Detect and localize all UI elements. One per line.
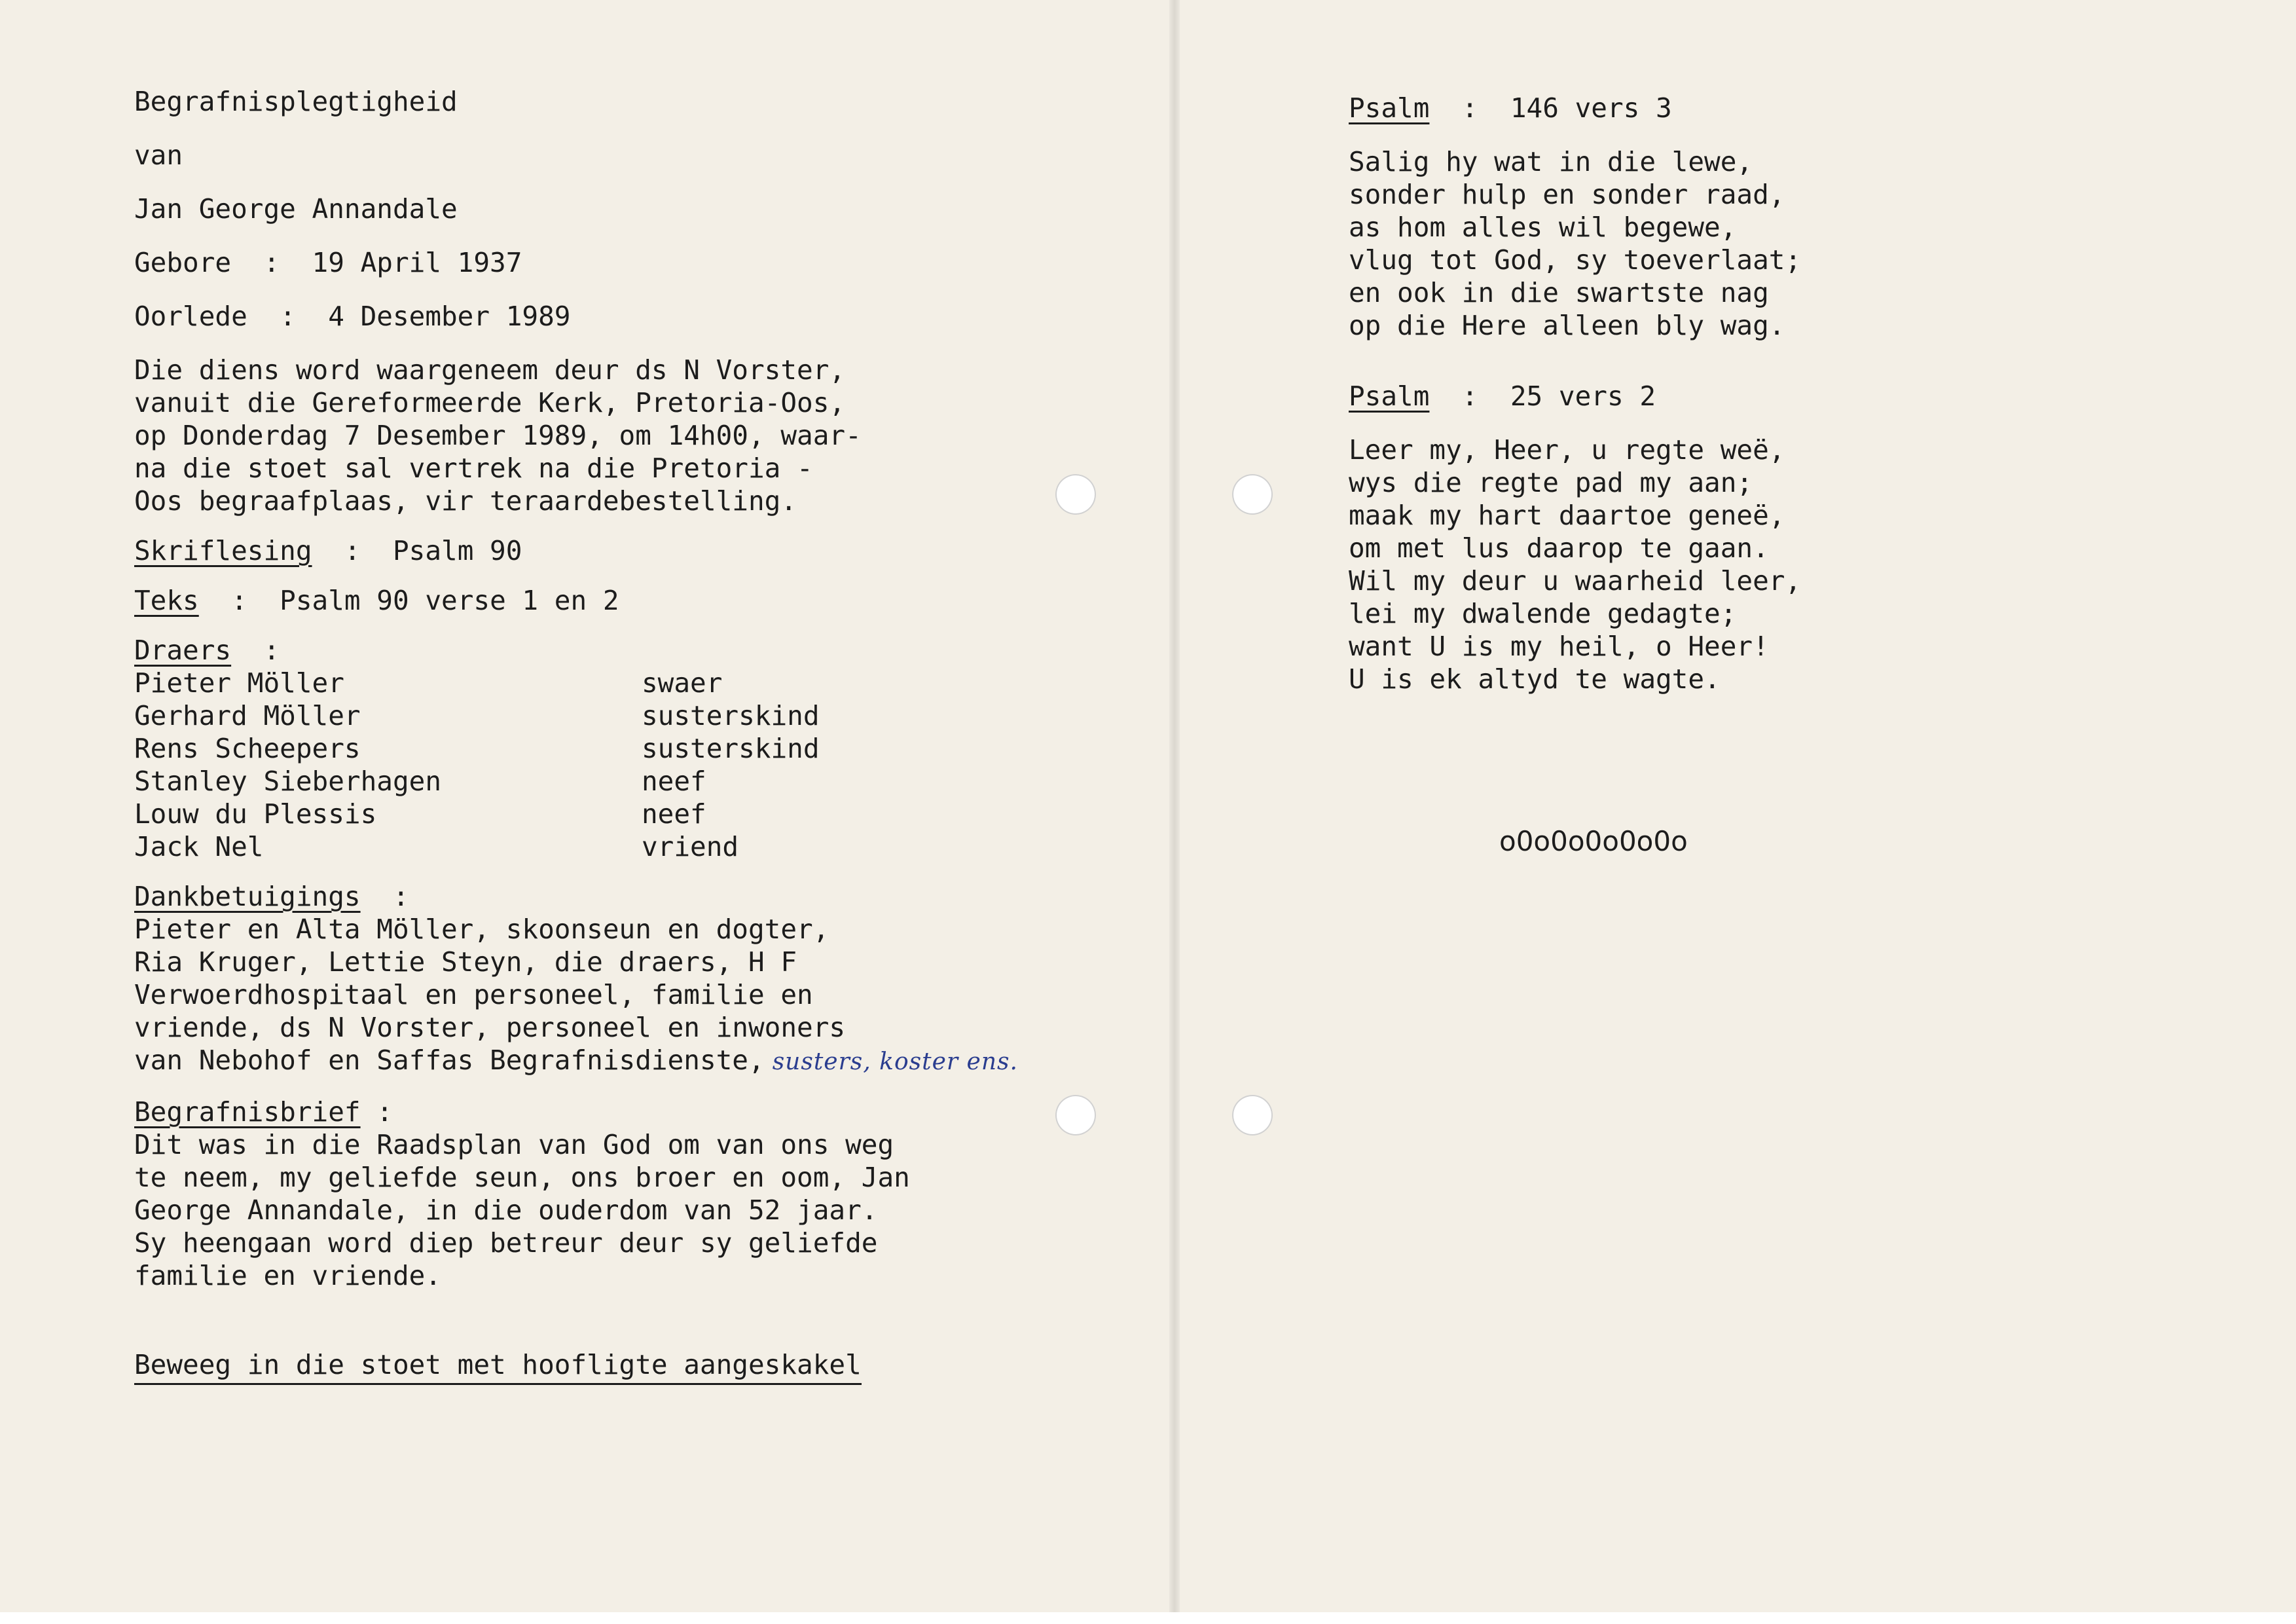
sermon-text-label: Teks [134,585,199,616]
psalm-146-ref: : 146 vers 3 [1429,92,1672,124]
punch-hole [1232,1095,1273,1135]
document-title: Begrafnisplegtigheid [134,86,458,117]
verse-line: Leer my, Heer, u regte weë, [1349,434,1785,466]
verse-line: vlug tot God, sy toeverlaat; [1349,244,1802,276]
verse-line: om met lus daarop te gaan. [1349,532,1769,564]
right-page [1349,92,2134,695]
service-paragraph [134,354,1116,517]
letter-line: George Annandale, in die ouderdom van 52 jaar. [134,1194,878,1226]
bottom-edge [0,1612,2296,1624]
service-line: Oos begraafplaas, vir teraardebestelling. [134,485,797,517]
letter-label: Begrafnisbrief [134,1096,361,1128]
verse-line: Wil my deur u waarheid leer, [1349,565,1802,597]
letter-heading [134,1096,1116,1128]
death-date: Oorlede : 4 Desember 1989 [134,301,571,332]
thanks-last-line: van Nebohof en Saffas Begrafnisdienste, [134,1044,765,1076]
psalm-146-label: Psalm [1349,92,1430,124]
thanks-line: vriende, ds N Vorster, personeel en inwoners [134,1012,846,1043]
verse-line: as hom alles wil begewe, [1349,212,1737,243]
thanks-heading [134,880,1116,913]
bearers-heading [134,634,1116,667]
letter-line: familie en vriende. [134,1260,441,1291]
scripture-reading [134,534,1116,567]
psalm-146-heading [1349,92,2134,124]
bearers-list [134,667,1116,863]
bearer-name: Gerhard Möller [134,700,361,731]
verse-line: lei my dwalende gedagte; [1349,598,1737,629]
letter-line: te neem, my geliefde seun, ons broer en oom, Jan [134,1162,910,1193]
bearer-name: Jack Nel [134,831,264,862]
thanks-line: Ria Kruger, Lettie Steyn, die draers, H F [134,946,797,978]
verse-line: U is ek altyd te wagte. [1349,663,1721,695]
bearers-colon: : [231,635,280,666]
service-line: na die stoet sal vertrek na die Pretoria - [134,452,813,484]
verse-line: op die Here alleen bly wag. [1349,310,1785,341]
verse-line: want U is my heil, o Heer! [1349,631,1769,662]
service-line: vanuit die Gereformeerde Kerk, Pretoria-Oos, [134,387,846,418]
bearer-name: Louw du Plessis [134,798,377,830]
thanks-label: Dankbetuigings [134,881,361,912]
center-fold [1169,0,1180,1624]
handwritten-note: susters, koster ens. [772,1048,1018,1075]
thanks-paragraph [134,913,1116,1079]
bearer-name: Pieter Möller [134,667,344,699]
psalm-25-label: Psalm [1349,380,1430,412]
verse-line: sonder hulp en sonder raad, [1349,179,1785,210]
bearer-relation: neef [642,798,706,830]
bearer-name: Rens Scheepers [134,733,361,764]
bearer-relation: susterskind [642,733,820,764]
letter-line: Sy heengaan word diep betreur deur sy geliefde [134,1227,878,1259]
thanks-line: Verwoerdhospitaal en personeel, familie en [134,979,813,1010]
birth-date: Gebore : 19 April 1937 [134,247,522,278]
bearer-relation: susterskind [642,700,820,731]
letter-paragraph [134,1128,1116,1292]
bearers-label: Draers [134,635,232,666]
bearer-relation: neef [642,766,706,797]
scripture-reading-value: : Psalm 90 [312,535,522,566]
service-line: Die diens word waargeneem deur ds N Vorster, [134,354,846,386]
deceased-name: Jan George Annandale [134,193,458,225]
sermon-text [134,584,1116,617]
verse-line: Salig hy wat in die lewe, [1349,146,1753,177]
psalm-25-verse [1349,434,2134,695]
van-line: van [134,139,183,171]
verse-line: maak my hart daartoe geneë, [1349,500,1785,531]
thanks-colon: : [360,881,409,912]
left-page [134,85,1116,1381]
service-line: op Donderdag 7 Desember 1989, om 14h00, waar- [134,420,862,451]
letter-colon: : [360,1096,393,1128]
psalm-25-ref: : 25 vers 2 [1429,380,1656,412]
thanks-line [134,1044,1116,1079]
verse-line: en ook in die swartste nag [1349,277,1769,308]
closing-text: Beweeg in die stoet met hoofligte aangeskakel [134,1349,862,1385]
bearer-relation: swaer [642,667,723,699]
punch-hole [1232,474,1273,515]
bearer-relation: vriend [642,831,739,862]
verse-line: wys die regte pad my aan; [1349,467,1753,498]
psalm-25-heading [1349,380,2134,413]
sermon-text-value: : Psalm 90 verse 1 en 2 [198,585,619,616]
psalm-146-verse [1349,145,2134,342]
closing-ornament: o0o0o0o0o0o [1499,825,1688,857]
bearer-name: Stanley Sieberhagen [134,766,441,797]
thanks-line: Pieter en Alta Möller, skoonseun en dogter, [134,913,829,945]
letter-line: Dit was in die Raadsplan van God om van ons weg [134,1129,894,1160]
scripture-reading-label: Skriflesing [134,535,312,566]
closing-instruction [134,1348,1116,1381]
